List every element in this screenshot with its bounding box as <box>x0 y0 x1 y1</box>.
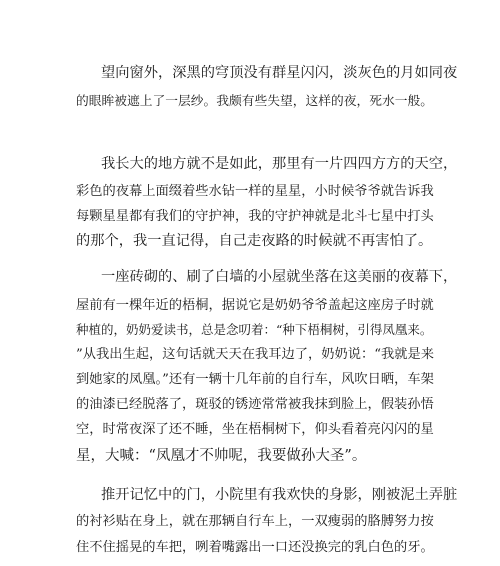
paragraph-3-line-2: 屋前有一棵年近的梧桐，据说它是奶奶爷爷盖起这座房子时就 <box>76 298 434 313</box>
paragraph-3-line-3: 种植的，奶奶爱读书，总是念叨着：“种下梧桐树，引得凤凰来。 <box>76 322 433 337</box>
paragraph-4-line-2: 的衬衫贴在身上，就在那辆自行车上，一双瘦弱的胳膊努力按 <box>76 514 434 529</box>
paragraph-2-line-1: 我长大的地方就不是如此，那里有一片四四方方的天空， <box>101 156 458 172</box>
paragraph-2-line-2: 彩色的夜幕上面缀着些水钻一样的星星，小时候爷爷就告诉我 <box>76 184 434 199</box>
paragraph-3-line-5: 到她家的凤凰。”还有一辆十几年前的自行车，风吹日晒，车架 <box>76 372 434 387</box>
paragraph-1-line-2: 的眼眸被遮上了一层纱。我颇有些失望，这样的夜，死水一般。 <box>76 94 433 109</box>
paragraph-3-line-8: 星，大喊：“凤凰才不帅呢，我要做孙大圣”。 <box>76 448 367 464</box>
paragraph-4-line-3: 住不住摇晃的车把，咧着嘴露出一口还没换完的乳白色的牙。 <box>76 540 434 555</box>
paragraph-3-line-7: 空，时常夜深了还不睡，坐在梧桐树下，仰头看着亮闪闪的星 <box>76 422 434 437</box>
paragraph-2-line-4: 的那个，我一直记得，自己走夜路的时候就不再害怕了。 <box>76 233 433 249</box>
paragraph-2-line-3: 每颗星星都有我们的守护神，我的守护神就是北斗七星中打头 <box>76 209 434 224</box>
paragraph-3-line-1: 一座砖砌的、刷了白墙的小屋就坐落在这美丽的夜幕下， <box>101 269 458 285</box>
paragraph-4-line-1: 推开记忆中的门，小院里有我欢快的身影，刚被泥土弄脏 <box>101 487 458 503</box>
paragraph-3-line-4: ”从我出生起，这句话就天天在我耳边了，奶奶说：“我就是来 <box>76 347 435 362</box>
paragraph-3-line-6: 的油漆已经脱落了，斑驳的锈迹常常被我抹到脸上，假装孙悟 <box>76 397 434 412</box>
paragraph-1-line-1: 望向窗外，深黑的穹顶没有群星闪闪，淡灰色的月如同夜 <box>101 65 458 81</box>
